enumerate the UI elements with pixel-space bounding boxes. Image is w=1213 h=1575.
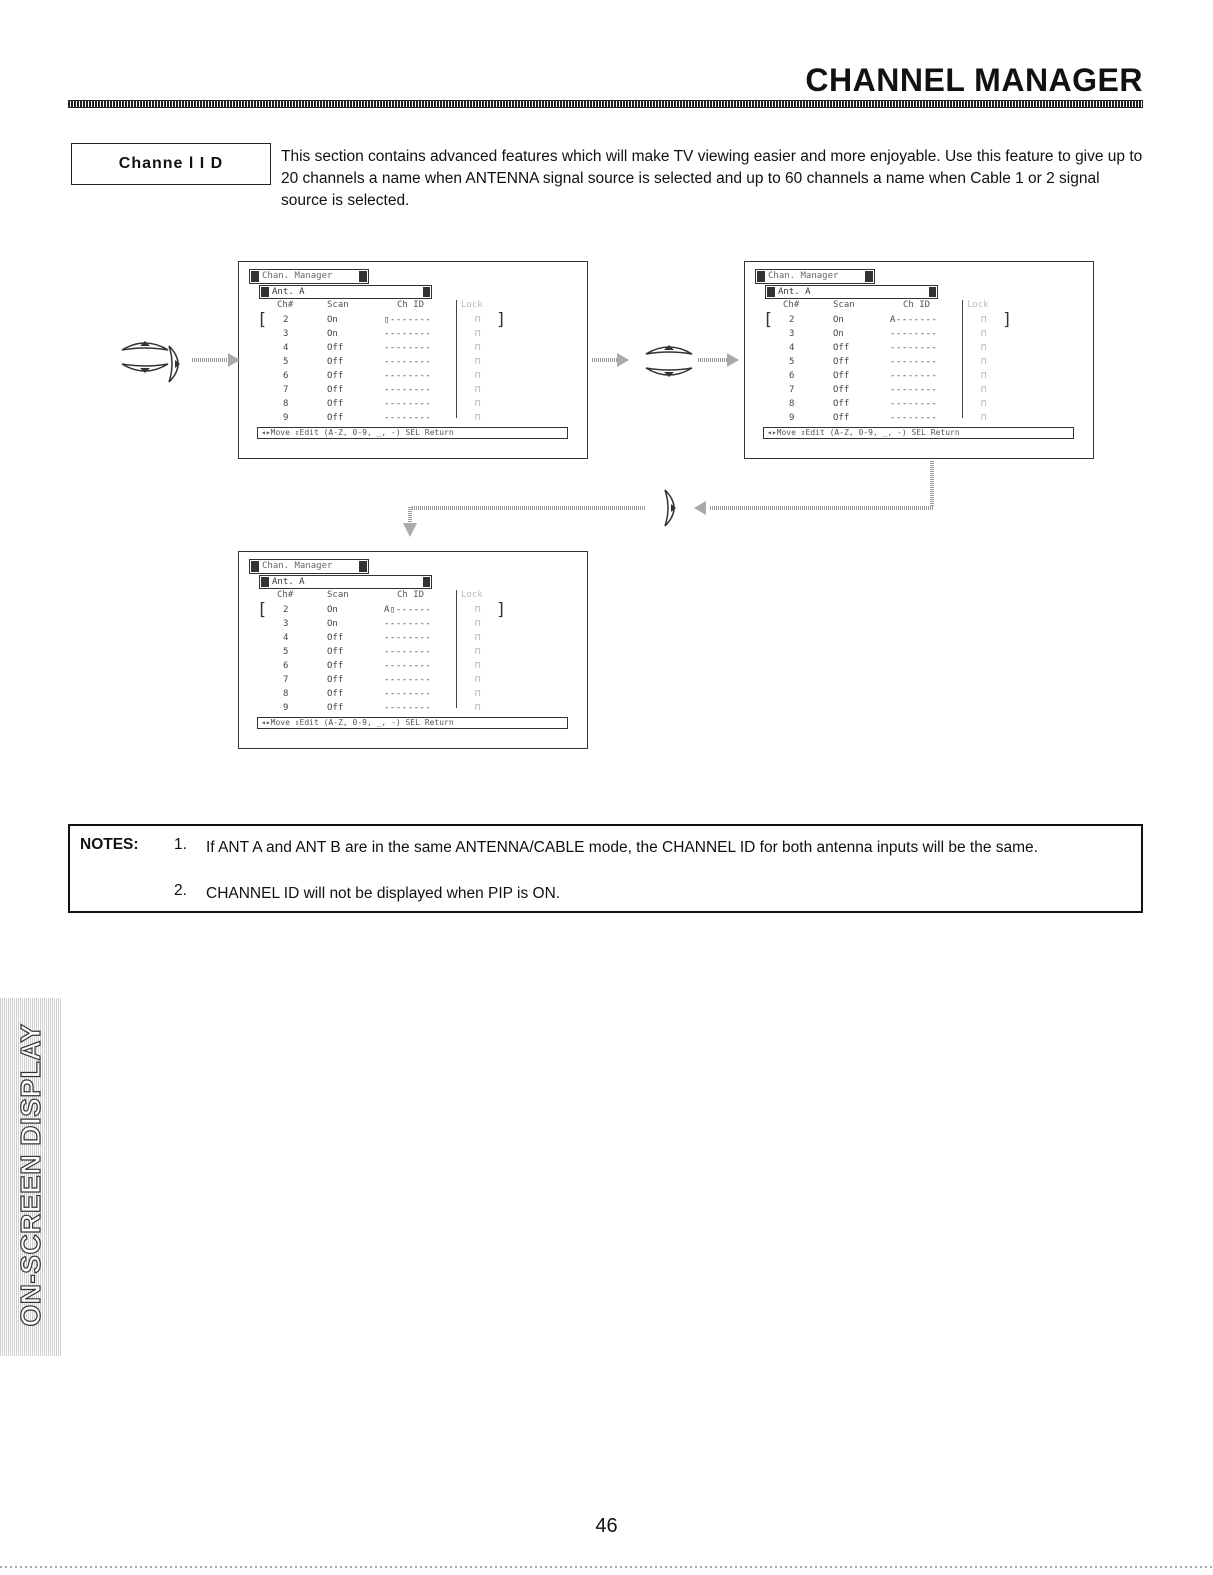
table-row: 4 Off -------- ⊓ <box>283 343 481 353</box>
connector-line <box>410 506 646 510</box>
table-row: 3 On -------- ⊓ <box>283 619 481 629</box>
table-row: 8 Off -------- ⊓ <box>283 399 481 409</box>
note-number: 1. <box>174 836 187 853</box>
side-tab-label: ON-SCREEN DISPLAY <box>15 1023 46 1327</box>
lock-icon: ⊓ <box>981 315 987 325</box>
table-row: 7 Off -------- ⊓ <box>789 385 987 395</box>
lock-icon: ⊓ <box>981 343 987 353</box>
selection-bracket-left: [ <box>763 310 774 330</box>
table-row: 9 Off -------- ⊓ <box>789 413 987 423</box>
col-header-scan: Scan <box>327 300 349 310</box>
screen-footer: ◂▸Move ⇕Edit (A-Z, 0-9, _, -) SEL Return <box>257 717 568 729</box>
table-row: 4 Off -------- ⊓ <box>283 633 481 643</box>
selection-bracket-right: ] <box>1002 310 1013 330</box>
table-row: 2 On A------- ⊓ <box>789 315 987 325</box>
arrow-right-icon <box>617 353 629 367</box>
up-down-button-icon <box>120 334 170 380</box>
lock-icon: ⊓ <box>981 329 987 339</box>
selection-bracket-right: ] <box>496 600 507 620</box>
page-number: 46 <box>595 1515 618 1537</box>
col-header-lock: Lock <box>461 300 483 310</box>
table-row: 2 On A▯------ ⊓ <box>283 605 481 615</box>
header-rule <box>68 100 1143 108</box>
notes-label: NOTES: <box>80 836 139 853</box>
lock-icon: ⊓ <box>981 413 987 423</box>
menu-screen-2 <box>744 261 1094 459</box>
arrow-left-icon <box>694 501 706 515</box>
lock-icon: ⊓ <box>475 605 481 615</box>
table-row: 9 Off -------- ⊓ <box>283 703 481 713</box>
connector-line <box>930 460 934 510</box>
col-header-ch: Ch# <box>783 300 800 310</box>
note-text: CHANNEL ID will not be displayed when PIP is ON. <box>206 885 561 902</box>
table-row: 4 Off -------- ⊓ <box>789 343 987 353</box>
selection-bracket-right: ] <box>496 310 507 330</box>
lock-icon: ⊓ <box>475 315 481 325</box>
lock-icon: ⊓ <box>475 357 481 367</box>
table-row: 8 Off -------- ⊓ <box>283 689 481 699</box>
lock-icon: ⊓ <box>475 371 481 381</box>
table-row: 5 Off -------- ⊓ <box>789 357 987 367</box>
table-row: 3 On -------- ⊓ <box>789 329 987 339</box>
table-row: 3 On -------- ⊓ <box>283 329 481 339</box>
connector-line <box>408 506 412 524</box>
lock-icon: ⊓ <box>475 703 481 713</box>
col-header-scan: Scan <box>327 590 349 600</box>
table-row: 7 Off -------- ⊓ <box>283 675 481 685</box>
arrow-right-icon <box>592 358 618 362</box>
lock-icon: ⊓ <box>475 385 481 395</box>
table-row: 5 Off -------- ⊓ <box>283 647 481 657</box>
intro-text: This section contains advanced features which will make TV viewing easier and more enjoyable. Use this feature to give up to 20 channels a name when ANTENNA signal source is selected and up to 60 channels a name when Cable 1 or 2 signal source is selected. <box>281 148 1143 209</box>
arrow-right-icon <box>192 358 230 362</box>
lock-icon: ⊓ <box>981 385 987 395</box>
right-button-icon <box>167 344 189 384</box>
screen-title: Chan. Manager <box>249 269 369 284</box>
table-row: 5 Off -------- ⊓ <box>283 357 481 367</box>
lock-icon: ⊓ <box>475 619 481 629</box>
section-label: Channe l I D <box>71 143 271 185</box>
selection-bracket-left: [ <box>257 310 268 330</box>
lock-icon: ⊓ <box>981 357 987 367</box>
lock-icon: ⊓ <box>475 399 481 409</box>
arrow-down-icon <box>403 523 417 537</box>
side-tab <box>0 998 62 1356</box>
arrow-right-icon <box>698 358 728 362</box>
lock-icon: ⊓ <box>475 661 481 671</box>
arrow-right-icon <box>228 353 240 367</box>
lock-icon: ⊓ <box>475 689 481 699</box>
screen-footer: ◂▸Move ⇕Edit (A-Z, 0-9, _, -) SEL Return <box>257 427 568 439</box>
table-row: 7 Off -------- ⊓ <box>283 385 481 395</box>
menu-screen-1 <box>238 261 588 459</box>
lock-icon: ⊓ <box>475 413 481 423</box>
screen-source: Ant. A <box>259 575 432 589</box>
arrow-left-icon <box>710 506 934 510</box>
col-header-ch: Ch# <box>277 300 294 310</box>
table-row: 9 Off -------- ⊓ <box>283 413 481 423</box>
screen-source: Ant. A <box>765 285 938 299</box>
screen-footer: ◂▸Move ⇕Edit (A-Z, 0-9, _, -) SEL Return <box>763 427 1074 439</box>
notes-box <box>68 824 1143 913</box>
lock-icon: ⊓ <box>981 399 987 409</box>
col-header-id: Ch ID <box>397 300 425 310</box>
note-text: If ANT A and ANT B are in the same ANTENNA/CABLE mode, the CHANNEL ID for both antenna inputs will be the same. <box>206 839 1038 856</box>
table-row: 8 Off -------- ⊓ <box>789 399 987 409</box>
col-header-id: Ch ID <box>903 300 931 310</box>
col-header-ch: Ch# <box>277 590 294 600</box>
note-number: 2. <box>174 882 187 899</box>
col-header-scan: Scan <box>833 300 855 310</box>
arrow-right-icon <box>727 353 739 367</box>
lock-icon: ⊓ <box>981 371 987 381</box>
right-button-icon <box>663 488 685 528</box>
page-title: CHANNEL MANAGER <box>805 62 1143 98</box>
col-header-lock: Lock <box>967 300 989 310</box>
bottom-rule <box>0 1566 1213 1568</box>
up-down-button-icon <box>644 338 694 384</box>
selection-bracket-left: [ <box>257 600 268 620</box>
table-row: 6 Off -------- ⊓ <box>283 371 481 381</box>
lock-icon: ⊓ <box>475 647 481 657</box>
col-header-id: Ch ID <box>397 590 425 600</box>
table-row: 6 Off -------- ⊓ <box>789 371 987 381</box>
col-header-lock: Lock <box>461 590 483 600</box>
screen-source: Ant. A <box>259 285 432 299</box>
lock-icon: ⊓ <box>475 329 481 339</box>
table-row: 6 Off -------- ⊓ <box>283 661 481 671</box>
table-row: 2 On ▯------- ⊓ <box>283 315 481 325</box>
screen-title: Chan. Manager <box>249 559 369 574</box>
screen-title: Chan. Manager <box>755 269 875 284</box>
lock-icon: ⊓ <box>475 675 481 685</box>
lock-icon: ⊓ <box>475 633 481 643</box>
lock-icon: ⊓ <box>475 343 481 353</box>
menu-screen-3 <box>238 551 588 749</box>
